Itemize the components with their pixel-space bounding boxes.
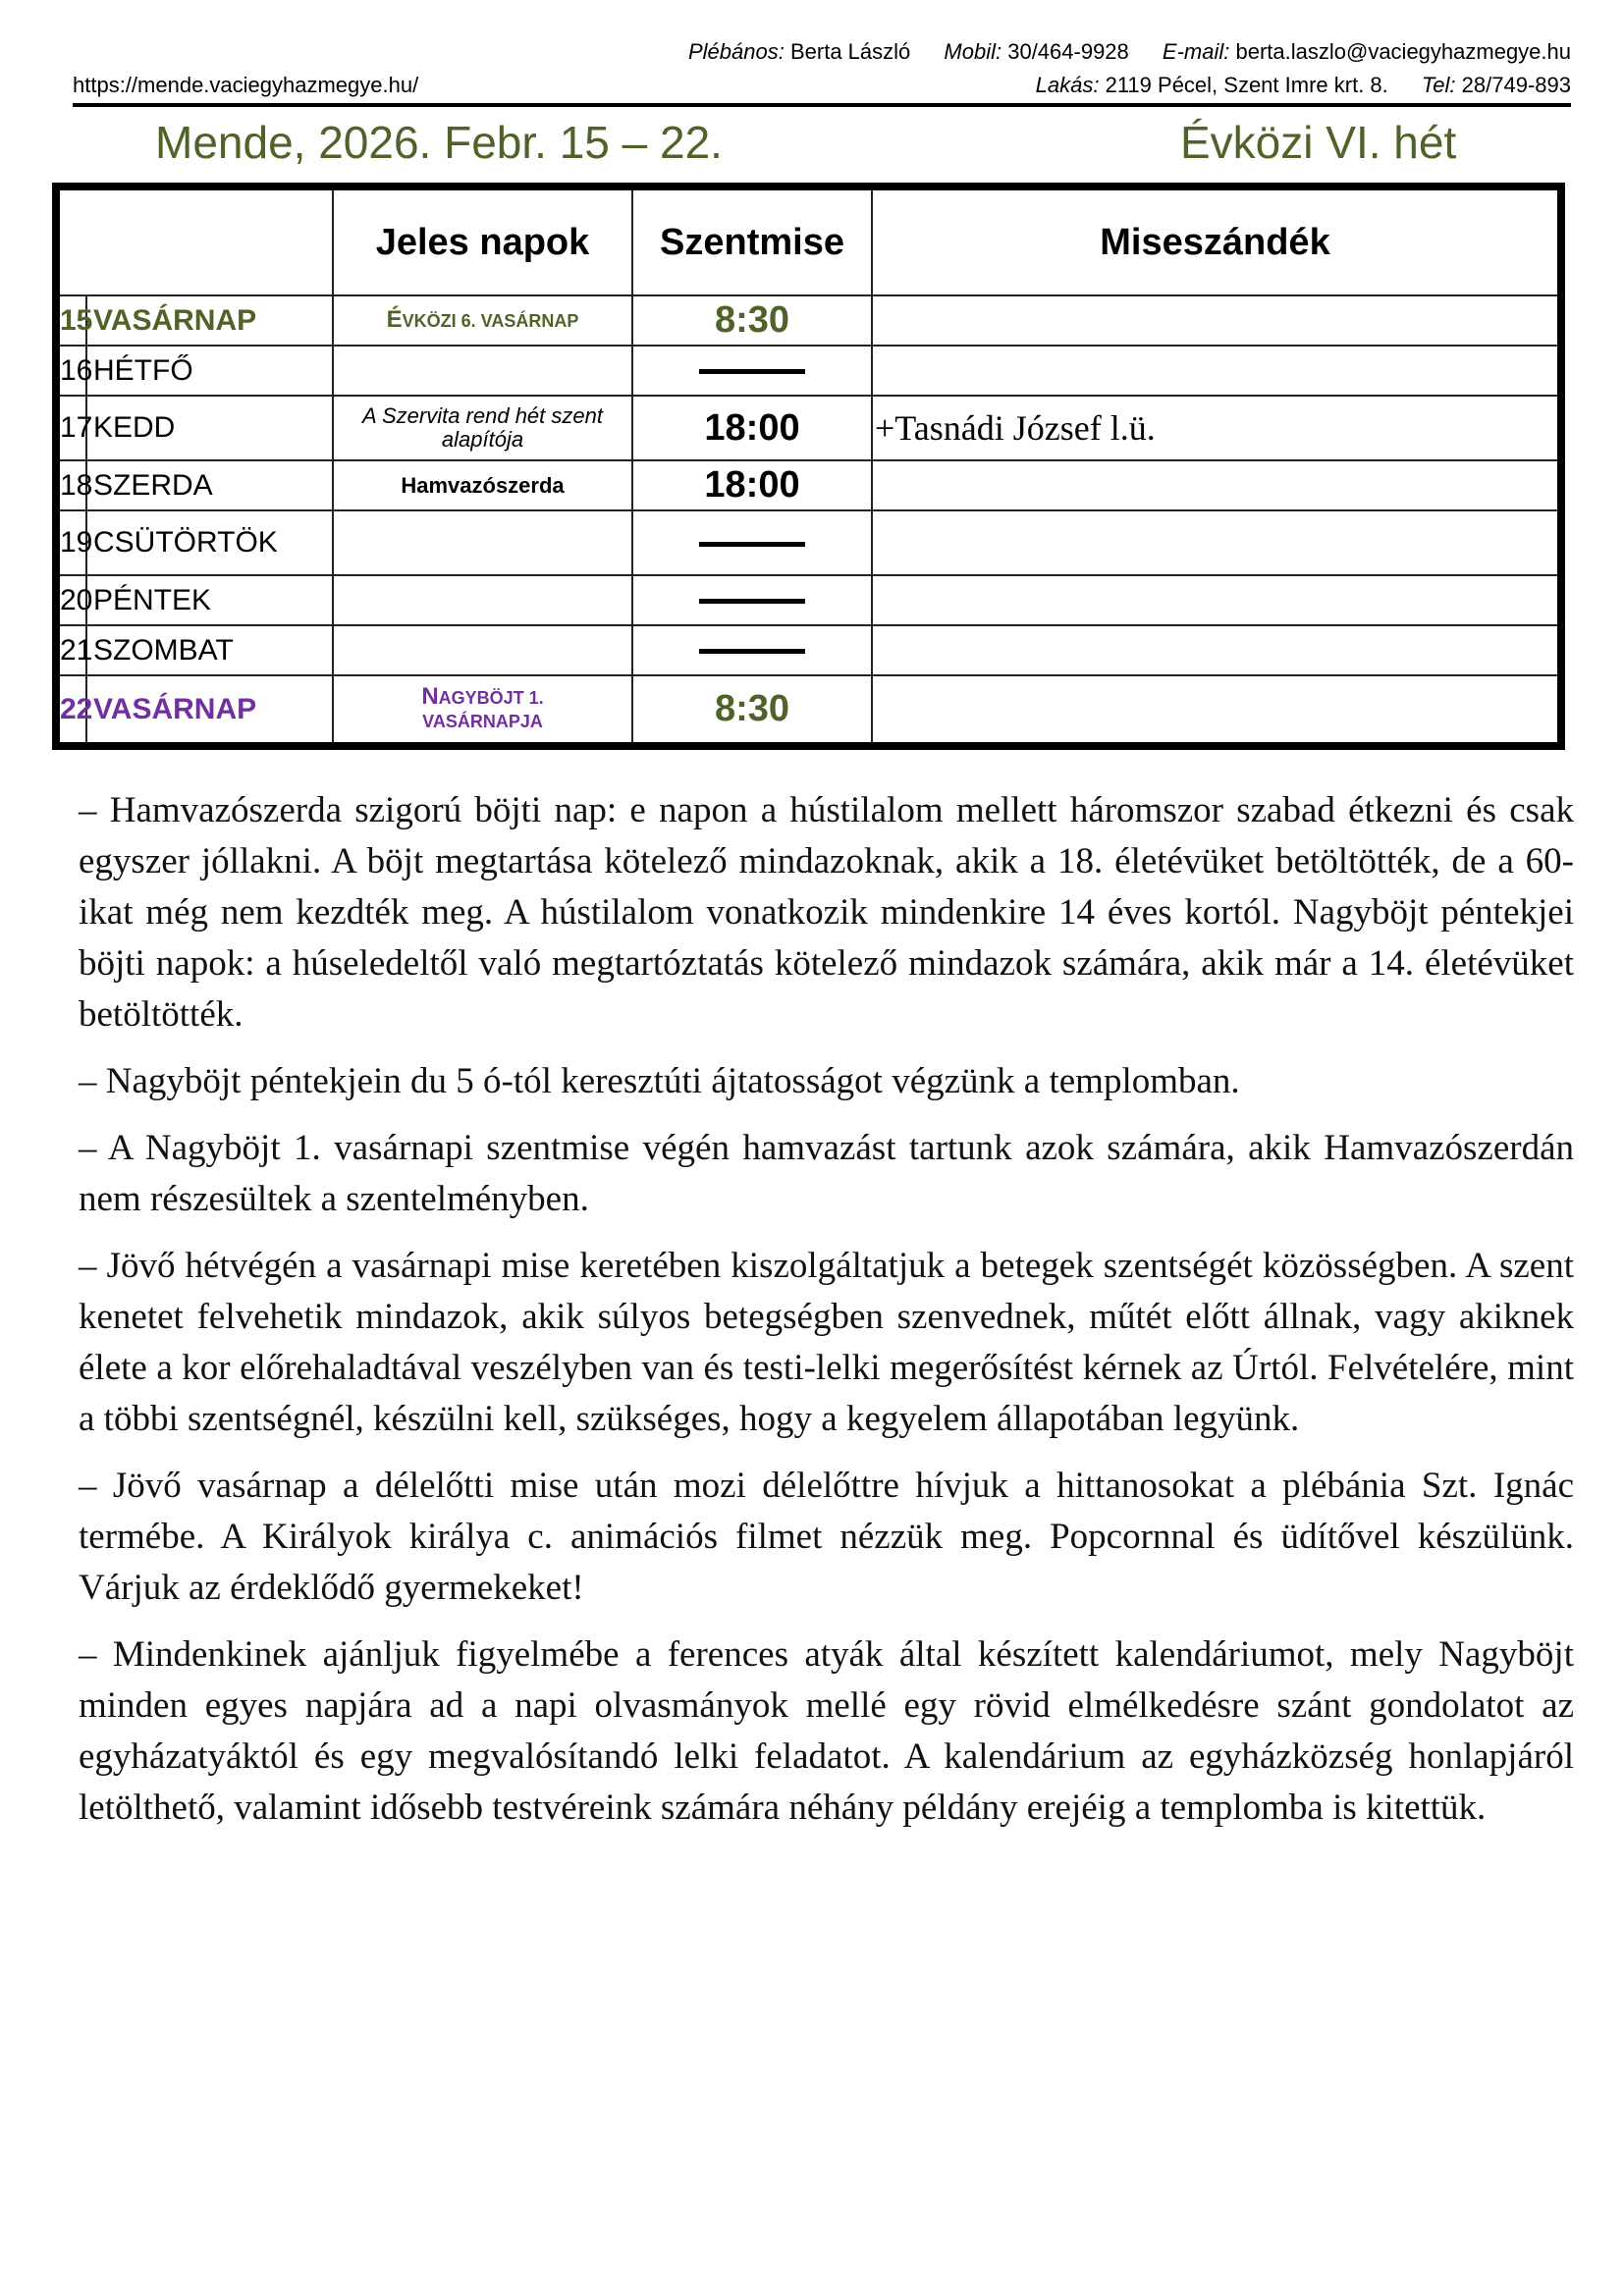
table-row	[56, 575, 1561, 625]
table-row	[56, 460, 1561, 510]
day-number: 20	[56, 575, 86, 625]
table-row	[56, 510, 1561, 575]
header-divider	[73, 103, 1571, 107]
priest-name: Berta László	[789, 39, 911, 64]
no-mass-dash	[632, 510, 872, 575]
header-intention: Miseszándék	[872, 187, 1561, 295]
dash-icon	[699, 542, 805, 547]
mass-time: 8:30	[632, 295, 872, 346]
mass-intention	[872, 675, 1561, 746]
no-mass-dash	[632, 346, 872, 396]
dash-icon	[699, 599, 805, 604]
mass-intention	[872, 575, 1561, 625]
announcement-movie-morning: – Jövő vasárnap a délelőtti mise után mozi délelőttre hívjuk a hittanosokat a plébánia Szt. Ignác termébe. A Királyok királya c. animációs filmet nézzük meg. Popcornnal és üdítővel készülünk. Várjuk az érdeklődő gyermekeket!	[79, 1466, 1574, 1608]
header-empty	[56, 187, 333, 295]
no-mass-dash	[632, 625, 872, 675]
table-row	[56, 625, 1561, 675]
address-block	[1036, 73, 1571, 98]
table-row	[56, 295, 1561, 346]
day-number: 17	[56, 396, 86, 460]
mass-intention	[872, 460, 1561, 510]
day-name: SZERDA	[86, 460, 333, 510]
feast-name	[333, 510, 632, 575]
feast-name	[333, 625, 632, 675]
announcement-lent-calendar: – Mindenkinek ajánljuk figyelmébe a ferences atyák által készített kalendáriumot, mely Nagyböjt minden egyes napjára ad a napi olvasmányok mellé egy rövid elmélkedésre szánt gondolatot az egyházatyáktól és egy megvalósítandó lelki feladatot. A kalendárium az egyházközség honlapjáról letölthető, valamint idősebb testvéreink számára néhány példány erejéig a templomba is kitettük.	[79, 1634, 1574, 1828]
mobile-label: Mobil:	[944, 39, 1002, 64]
address: 2119 Pécel, Szent Imre krt. 8.	[1105, 73, 1388, 97]
header-mass: Szentmise	[632, 187, 872, 295]
priest-label: Plébános:	[688, 39, 785, 64]
day-number: 19	[56, 510, 86, 575]
day-name: VASÁRNAP	[86, 295, 333, 346]
mass-intention	[872, 346, 1561, 396]
header-feast-days: Jeles napok	[333, 187, 632, 295]
address-label: Lakás:	[1035, 73, 1100, 97]
contact-line-1	[73, 39, 1571, 65]
day-name: CSÜTÖRTÖK	[86, 510, 333, 575]
mass-intention	[872, 625, 1561, 675]
mass-time: 18:00	[632, 460, 872, 510]
schedule-header-row	[56, 187, 1561, 295]
feast-name: A Szervita rend hét szent alapítója	[333, 396, 632, 460]
day-number: 16	[56, 346, 86, 396]
day-number: 21	[56, 625, 86, 675]
feast-name: Hamvazószerda	[333, 460, 632, 510]
day-name: SZOMBAT	[86, 625, 333, 675]
table-row	[56, 675, 1561, 746]
schedule-table	[52, 183, 1565, 750]
day-name: VASÁRNAP	[86, 675, 333, 746]
email-label: E-mail:	[1162, 39, 1230, 64]
week-title: Évközi VI. hét	[1180, 117, 1457, 168]
mass-time: 8:30	[632, 675, 872, 746]
dash-icon	[699, 649, 805, 654]
feast-name	[333, 346, 632, 396]
day-name: KEDD	[86, 396, 333, 460]
day-name: HÉTFŐ	[86, 346, 333, 396]
mass-intention	[872, 295, 1561, 346]
announcements	[79, 785, 1574, 1849]
day-name: PÉNTEK	[86, 575, 333, 625]
mass-intention: +Tasnádi József l.ü.	[872, 396, 1561, 460]
mass-intention	[872, 510, 1561, 575]
announcement-ashes-distribution: – A Nagyböjt 1. vasárnapi szentmise végén hamvazást tartunk azok számára, akik Hamvazószerdán nem részesültek a szentelményben.	[79, 1128, 1574, 1219]
dash-icon	[699, 369, 805, 374]
announcement-anointing-sick: – Jövő hétvégén a vasárnapi mise keretében kiszolgáltatjuk a betegek szentségét közösségben. A szent kenetet felvehetik mindazok, akik súlyos betegségben szenvednek, műtét előtt állnak, vagy akiknek élete a kor előrehaladtával veszélyben van és testi-lelki megerősítést kérnek az Úrtól. Felvételére, mint a többi szentségnél, készülni kell, szükséges, hogy a kegyelem állapotában legyünk.	[79, 1246, 1574, 1439]
day-number: 15	[56, 295, 86, 346]
feast-name: ÉVKÖZI 6. VASÁRNAP	[333, 295, 632, 346]
feast-name	[333, 575, 632, 625]
mass-time: 18:00	[632, 396, 872, 460]
no-mass-dash	[632, 575, 872, 625]
table-row	[56, 346, 1561, 396]
website-link[interactable]: https://mende.vaciegyhazmegye.hu/	[73, 73, 419, 97]
email-address[interactable]: berta.laszlo@vaciegyhazmegye.hu	[1235, 39, 1571, 64]
contact-line-2	[73, 73, 1571, 98]
page-title: Mende, 2026. Febr. 15 – 22.	[155, 117, 723, 168]
tel-label: Tel:	[1421, 73, 1456, 97]
feast-name: NAGYBÖJT 1. VASÁRNAPJA	[333, 675, 632, 746]
table-row	[56, 396, 1561, 460]
day-number: 18	[56, 460, 86, 510]
tel-number: 28/749-893	[1461, 73, 1571, 97]
mobile-number: 30/464-9928	[1007, 39, 1129, 64]
announcement-stations-of-cross: – Nagyböjt péntekjein du 5 ó-tól keresztúti ájtatosságot végzünk a templomban.	[79, 1061, 1240, 1101]
day-number: 22	[56, 675, 86, 746]
announcement-ash-wednesday-fasting: – Hamvazószerda szigorú böjti nap: e napon a hústilalom mellett háromszor szabad étkezni és csak egyszer jóllakni. A böjt megtartása kötelező mindazoknak, akik a 18. életévüket betöltötték, de a 60-ikat még nem kezdték meg. A hústilalom vonatkozik mindenkire 14 éves kortól. Nagyböjt péntekjei böjti napok: a húseledeltől való megtartóztatás kötelező mindazok számára, akik már a 14. életévüket betöltötték.	[79, 790, 1574, 1035]
